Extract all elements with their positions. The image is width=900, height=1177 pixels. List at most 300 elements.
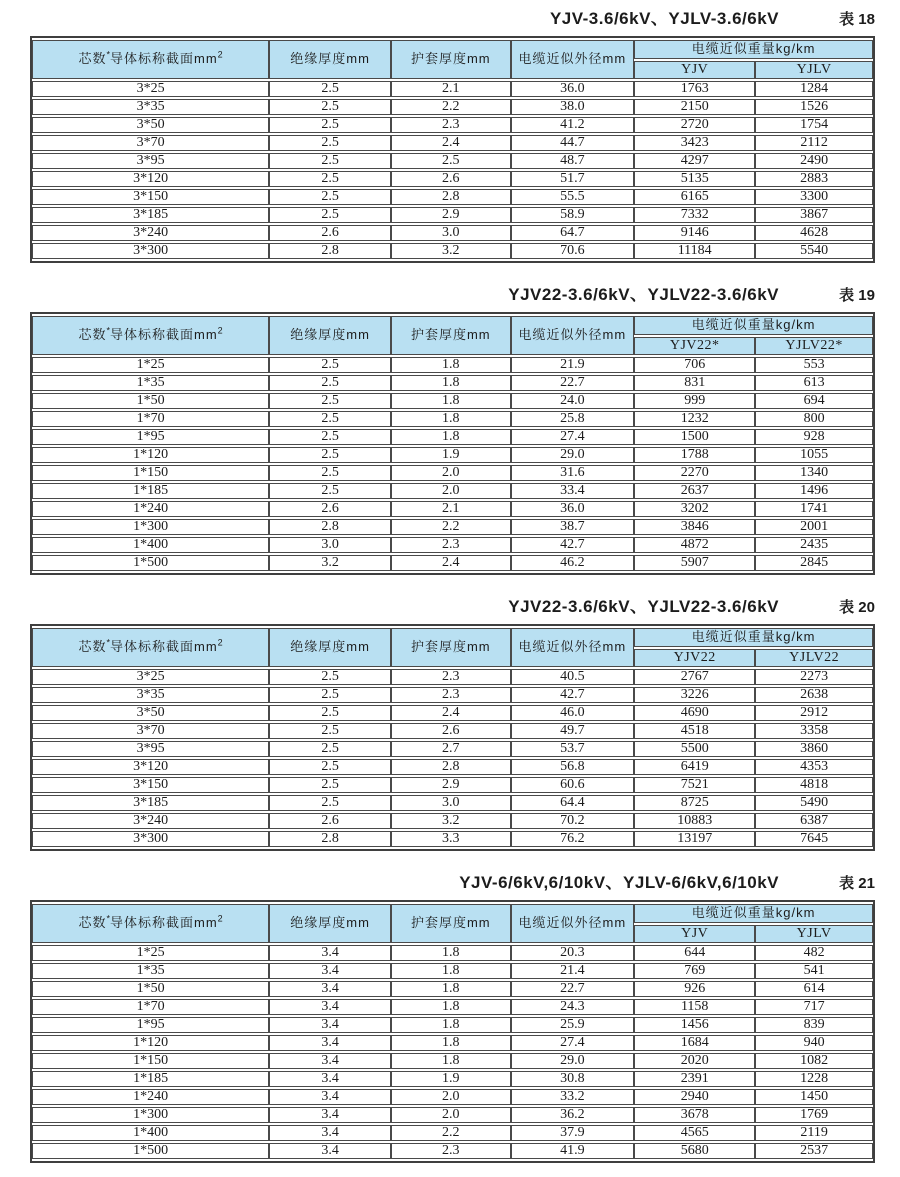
spec-cell: 37.9 bbox=[511, 1125, 635, 1141]
table-row bbox=[32, 375, 873, 391]
table-row bbox=[32, 465, 873, 481]
spec-cell: 3423 bbox=[634, 135, 755, 151]
header-insulation-thickness: 绝缘厚度mm bbox=[269, 316, 391, 355]
spec-cell: 1.8 bbox=[391, 429, 510, 445]
table-row bbox=[32, 519, 873, 535]
spec-cell: 3358 bbox=[755, 723, 873, 739]
table-row bbox=[32, 537, 873, 553]
spec-cell: 1.8 bbox=[391, 375, 510, 391]
spec-cell: 3846 bbox=[634, 519, 755, 535]
spec-cell: 2.5 bbox=[269, 759, 391, 775]
header-outer-diameter: 电缆近似外径mm bbox=[511, 40, 635, 79]
spec-cell: 2845 bbox=[755, 555, 873, 571]
spec-cell: 2.9 bbox=[391, 207, 510, 223]
spec-cell: 1055 bbox=[755, 447, 873, 463]
spec-cell: 55.5 bbox=[511, 189, 635, 205]
spec-cell: 3.4 bbox=[269, 1089, 391, 1105]
spec-cell: 13197 bbox=[634, 831, 755, 847]
spec-cell: 40.5 bbox=[511, 669, 635, 685]
spec-cell: 27.4 bbox=[511, 429, 635, 445]
spec-cell: 70.6 bbox=[511, 243, 635, 259]
table-row bbox=[32, 1071, 873, 1087]
spec-cell: 1450 bbox=[755, 1089, 873, 1105]
header-star-sup: * bbox=[106, 638, 110, 649]
spec-cell: 6387 bbox=[755, 813, 873, 829]
spec-cell: 1.8 bbox=[391, 981, 510, 997]
spec-cell: 1*120 bbox=[32, 447, 269, 463]
spec-cell: 2270 bbox=[634, 465, 755, 481]
spec-cell: 4565 bbox=[634, 1125, 755, 1141]
spec-cell: 3*25 bbox=[32, 669, 269, 685]
spec-cell: 1158 bbox=[634, 999, 755, 1015]
spec-cell: 1232 bbox=[634, 411, 755, 427]
spec-cell: 2.5 bbox=[269, 153, 391, 169]
spec-cell: 36.0 bbox=[511, 81, 635, 97]
spec-cell: 541 bbox=[755, 963, 873, 979]
spec-cell: 3*150 bbox=[32, 189, 269, 205]
spec-cell: 51.7 bbox=[511, 171, 635, 187]
table-row bbox=[32, 1089, 873, 1105]
header-section-text: 导体标称截面mm bbox=[110, 327, 218, 343]
spec-cell: 839 bbox=[755, 1017, 873, 1033]
header-core-cross-section bbox=[32, 316, 269, 355]
header-sheath-thickness: 护套厚度mm bbox=[391, 40, 510, 79]
spec-cell: 926 bbox=[634, 981, 755, 997]
spec-cell: 706 bbox=[634, 357, 755, 373]
spec-cell: 2940 bbox=[634, 1089, 755, 1105]
spec-cell: 2.5 bbox=[269, 357, 391, 373]
spec-cell: 3*35 bbox=[32, 687, 269, 703]
spec-cell: 3.4 bbox=[269, 1143, 391, 1159]
table-row bbox=[32, 723, 873, 739]
header-outer-diameter: 电缆近似外径mm bbox=[511, 904, 635, 943]
table-row bbox=[32, 705, 873, 721]
spec-cell: 613 bbox=[755, 375, 873, 391]
table-row bbox=[32, 99, 873, 115]
spec-cell: 3.3 bbox=[391, 831, 510, 847]
header-sheath-thickness: 护套厚度mm bbox=[391, 904, 510, 943]
header-sub-yjv22: YJV22* bbox=[634, 337, 755, 355]
spec-cell: 2435 bbox=[755, 537, 873, 553]
table-row bbox=[32, 207, 873, 223]
spec-cell: 38.7 bbox=[511, 519, 635, 535]
spec-cell: 3*35 bbox=[32, 99, 269, 115]
spec-cell: 2.5 bbox=[269, 723, 391, 739]
spec-cell: 3226 bbox=[634, 687, 755, 703]
spec-cell: 1*50 bbox=[32, 981, 269, 997]
header-weight-group: 电缆近似重量kg/km bbox=[634, 628, 873, 647]
spec-cell: 60.6 bbox=[511, 777, 635, 793]
spec-cell: 64.4 bbox=[511, 795, 635, 811]
header-section-text: 导体标称截面mm bbox=[110, 639, 218, 655]
table-number: 表 21 bbox=[839, 875, 875, 892]
spec-cell: 2.8 bbox=[391, 759, 510, 775]
table-number: 表 19 bbox=[839, 287, 875, 304]
spec-cell: 9146 bbox=[634, 225, 755, 241]
spec-cell: 482 bbox=[755, 945, 873, 961]
spec-cell: 1.8 bbox=[391, 945, 510, 961]
spec-cell: 1500 bbox=[634, 429, 755, 445]
spec-cell: 22.7 bbox=[511, 981, 635, 997]
spec-cell: 8725 bbox=[634, 795, 755, 811]
spec-cell: 2.5 bbox=[269, 411, 391, 427]
spec-cell: 2.6 bbox=[391, 723, 510, 739]
spec-cell: 3.4 bbox=[269, 963, 391, 979]
table-row bbox=[32, 1017, 873, 1033]
table-row bbox=[32, 135, 873, 151]
cable-spec-table-19 bbox=[30, 312, 875, 575]
spec-cell: 3*185 bbox=[32, 207, 269, 223]
spec-cell: 2.5 bbox=[269, 687, 391, 703]
spec-cell: 2112 bbox=[755, 135, 873, 151]
spec-cell: 2.4 bbox=[391, 705, 510, 721]
spec-cell: 4872 bbox=[634, 537, 755, 553]
spec-cell: 1754 bbox=[755, 117, 873, 133]
spec-cell: 2.4 bbox=[391, 135, 510, 151]
spec-cell: 1.8 bbox=[391, 411, 510, 427]
header-mm2-sup: 2 bbox=[217, 50, 223, 61]
spec-cell: 1788 bbox=[634, 447, 755, 463]
spec-cell: 1763 bbox=[634, 81, 755, 97]
spec-cell: 2.8 bbox=[269, 243, 391, 259]
table-18-body bbox=[32, 81, 873, 259]
table-row bbox=[32, 501, 873, 517]
spec-cell: 21.4 bbox=[511, 963, 635, 979]
table-21-caption bbox=[30, 868, 875, 893]
spec-cell: 2.6 bbox=[269, 501, 391, 517]
spec-cell: 25.9 bbox=[511, 1017, 635, 1033]
header-core-cross-section bbox=[32, 628, 269, 667]
spec-cell: 3.4 bbox=[269, 1071, 391, 1087]
spec-cell: 29.0 bbox=[511, 447, 635, 463]
header-weight-group: 电缆近似重量kg/km bbox=[634, 316, 873, 335]
spec-cell: 27.4 bbox=[511, 1035, 635, 1051]
spec-cell: 76.2 bbox=[511, 831, 635, 847]
spec-cell: 2.5 bbox=[269, 483, 391, 499]
spec-cell: 3.4 bbox=[269, 981, 391, 997]
spec-cell: 3.4 bbox=[269, 1107, 391, 1123]
spec-cell: 1*70 bbox=[32, 999, 269, 1015]
spec-cell: 44.7 bbox=[511, 135, 635, 151]
spec-cell: 3*25 bbox=[32, 81, 269, 97]
table-row bbox=[32, 759, 873, 775]
spec-cell: 2.3 bbox=[391, 537, 510, 553]
spec-cell: 1*500 bbox=[32, 555, 269, 571]
spec-cell: 2883 bbox=[755, 171, 873, 187]
spec-cell: 2.3 bbox=[391, 669, 510, 685]
spec-cell: 1*35 bbox=[32, 375, 269, 391]
header-sub-yjlv22: YJLV22 bbox=[755, 649, 873, 667]
table-row bbox=[32, 243, 873, 259]
spec-cell: 3.2 bbox=[269, 555, 391, 571]
table-row bbox=[32, 1035, 873, 1051]
spec-cell: 3.4 bbox=[269, 1053, 391, 1069]
spec-cell: 30.8 bbox=[511, 1071, 635, 1087]
spec-cell: 33.4 bbox=[511, 483, 635, 499]
table-row bbox=[32, 1125, 873, 1141]
header-core-cross-section bbox=[32, 904, 269, 943]
table-row bbox=[32, 945, 873, 961]
spec-cell: 999 bbox=[634, 393, 755, 409]
spec-cell: 1456 bbox=[634, 1017, 755, 1033]
spec-cell: 42.7 bbox=[511, 687, 635, 703]
spec-cell: 42.7 bbox=[511, 537, 635, 553]
spec-cell: 1*120 bbox=[32, 1035, 269, 1051]
table-row bbox=[32, 153, 873, 169]
spec-cell: 1*500 bbox=[32, 1143, 269, 1159]
spec-cell: 38.0 bbox=[511, 99, 635, 115]
spec-cell: 48.7 bbox=[511, 153, 635, 169]
cable-spec-table-20 bbox=[30, 624, 875, 851]
spec-cell: 3*95 bbox=[32, 741, 269, 757]
spec-cell: 49.7 bbox=[511, 723, 635, 739]
spec-cell: 3*70 bbox=[32, 723, 269, 739]
spec-cell: 2.3 bbox=[391, 117, 510, 133]
spec-cell: 11184 bbox=[634, 243, 755, 259]
header-mm2-sup: 2 bbox=[217, 638, 223, 649]
spec-cell: 694 bbox=[755, 393, 873, 409]
spec-cell: 1*400 bbox=[32, 537, 269, 553]
spec-cell: 2.0 bbox=[391, 1089, 510, 1105]
spec-cell: 2.5 bbox=[269, 669, 391, 685]
table-row bbox=[32, 393, 873, 409]
spec-cell: 1*300 bbox=[32, 519, 269, 535]
header-core-text: 芯数 bbox=[78, 915, 107, 931]
spec-cell: 2.5 bbox=[269, 795, 391, 811]
spec-cell: 2720 bbox=[634, 117, 755, 133]
spec-cell: 1*300 bbox=[32, 1107, 269, 1123]
spec-cell: 4297 bbox=[634, 153, 755, 169]
spec-cell: 5680 bbox=[634, 1143, 755, 1159]
spec-cell: 29.0 bbox=[511, 1053, 635, 1069]
spec-cell: 940 bbox=[755, 1035, 873, 1051]
header-outer-diameter: 电缆近似外径mm bbox=[511, 316, 635, 355]
spec-cell: 3202 bbox=[634, 501, 755, 517]
table-19-block bbox=[30, 280, 875, 575]
spec-cell: 1769 bbox=[755, 1107, 873, 1123]
spec-cell: 3*300 bbox=[32, 831, 269, 847]
spec-cell: 3*70 bbox=[32, 135, 269, 151]
spec-cell: 2001 bbox=[755, 519, 873, 535]
spec-cell: 36.0 bbox=[511, 501, 635, 517]
header-sub-yjlv: YJLV bbox=[755, 925, 873, 943]
spec-cell: 3*150 bbox=[32, 777, 269, 793]
spec-cell: 2.6 bbox=[269, 813, 391, 829]
spec-cell: 2.5 bbox=[269, 81, 391, 97]
spec-cell: 2.5 bbox=[269, 393, 391, 409]
table-row bbox=[32, 225, 873, 241]
spec-cell: 1*95 bbox=[32, 1017, 269, 1033]
spec-cell: 4518 bbox=[634, 723, 755, 739]
spec-cell: 2.5 bbox=[269, 171, 391, 187]
header-sub-yjlv22: YJLV22* bbox=[755, 337, 873, 355]
header-sub-yjv: YJV bbox=[634, 61, 755, 79]
spec-cell: 2.4 bbox=[391, 555, 510, 571]
spec-cell: 1*240 bbox=[32, 1089, 269, 1105]
table-row bbox=[32, 1053, 873, 1069]
spec-cell: 2.2 bbox=[391, 99, 510, 115]
spec-cell: 2.8 bbox=[269, 831, 391, 847]
spec-cell: 2.5 bbox=[269, 117, 391, 133]
spec-cell: 2.5 bbox=[269, 429, 391, 445]
table-number: 表 20 bbox=[839, 599, 875, 616]
spec-cell: 5490 bbox=[755, 795, 873, 811]
spec-cell: 3.4 bbox=[269, 1125, 391, 1141]
header-star-sup: * bbox=[106, 50, 110, 61]
header-core-text: 芯数 bbox=[78, 639, 107, 655]
header-star-sup: * bbox=[106, 914, 110, 925]
header-sub-yjlv: YJLV bbox=[755, 61, 873, 79]
spec-cell: 64.7 bbox=[511, 225, 635, 241]
table-row bbox=[32, 795, 873, 811]
spec-cell: 2.0 bbox=[391, 483, 510, 499]
spec-cell: 2490 bbox=[755, 153, 873, 169]
spec-cell: 46.2 bbox=[511, 555, 635, 571]
spec-cell: 5500 bbox=[634, 741, 755, 757]
spec-cell: 2.5 bbox=[269, 375, 391, 391]
spec-cell: 1340 bbox=[755, 465, 873, 481]
spec-cell: 3.4 bbox=[269, 999, 391, 1015]
spec-cell: 2.3 bbox=[391, 687, 510, 703]
header-outer-diameter: 电缆近似外径mm bbox=[511, 628, 635, 667]
spec-cell: 25.8 bbox=[511, 411, 635, 427]
table-row bbox=[32, 117, 873, 133]
spec-cell: 3*240 bbox=[32, 813, 269, 829]
spec-cell: 7521 bbox=[634, 777, 755, 793]
spec-cell: 1526 bbox=[755, 99, 873, 115]
table-18-block bbox=[30, 4, 875, 263]
spec-cell: 2150 bbox=[634, 99, 755, 115]
spec-cell: 1.9 bbox=[391, 1071, 510, 1087]
spec-cell: 2.5 bbox=[269, 135, 391, 151]
spec-cell: 1*95 bbox=[32, 429, 269, 445]
spec-cell: 644 bbox=[634, 945, 755, 961]
table-title: YJV-3.6/6kV、YJLV-3.6/6kV bbox=[549, 9, 779, 28]
table-row bbox=[32, 831, 873, 847]
spec-cell: 4628 bbox=[755, 225, 873, 241]
spec-cell: 3.0 bbox=[391, 225, 510, 241]
spec-cell: 2.5 bbox=[269, 189, 391, 205]
spec-cell: 1*185 bbox=[32, 1071, 269, 1087]
spec-cell: 2273 bbox=[755, 669, 873, 685]
table-title: YJV22-3.6/6kV、YJLV22-3.6/6kV bbox=[508, 285, 779, 304]
spec-cell: 31.6 bbox=[511, 465, 635, 481]
spec-cell: 46.0 bbox=[511, 705, 635, 721]
table-row bbox=[32, 555, 873, 571]
spec-cell: 3867 bbox=[755, 207, 873, 223]
spec-cell: 717 bbox=[755, 999, 873, 1015]
spec-cell: 2.5 bbox=[269, 447, 391, 463]
table-row bbox=[32, 1143, 873, 1159]
table-21-body bbox=[32, 945, 873, 1159]
spec-cell: 2.7 bbox=[391, 741, 510, 757]
header-insulation-thickness: 绝缘厚度mm bbox=[269, 628, 391, 667]
table-19-body bbox=[32, 357, 873, 571]
table-row bbox=[32, 669, 873, 685]
spec-cell: 1*150 bbox=[32, 1053, 269, 1069]
header-section-text: 导体标称截面mm bbox=[110, 51, 218, 67]
spec-cell: 1.8 bbox=[391, 357, 510, 373]
table-row bbox=[32, 981, 873, 997]
spec-cell: 24.0 bbox=[511, 393, 635, 409]
table-row bbox=[32, 447, 873, 463]
spec-cell: 1.8 bbox=[391, 1017, 510, 1033]
spec-cell: 2119 bbox=[755, 1125, 873, 1141]
header-sheath-thickness: 护套厚度mm bbox=[391, 316, 510, 355]
spec-cell: 24.3 bbox=[511, 999, 635, 1015]
header-core-text: 芯数 bbox=[78, 51, 107, 67]
header-weight-group: 电缆近似重量kg/km bbox=[634, 904, 873, 923]
spec-cell: 20.3 bbox=[511, 945, 635, 961]
header-section-text: 导体标称截面mm bbox=[110, 915, 218, 931]
table-row bbox=[32, 777, 873, 793]
spec-cell: 2.5 bbox=[269, 777, 391, 793]
spec-cell: 1.9 bbox=[391, 447, 510, 463]
spec-cell: 2.5 bbox=[269, 207, 391, 223]
table-row bbox=[32, 999, 873, 1015]
header-star-sup: * bbox=[106, 326, 110, 337]
header-core-text: 芯数 bbox=[78, 327, 107, 343]
spec-cell: 33.2 bbox=[511, 1089, 635, 1105]
spec-cell: 5135 bbox=[634, 171, 755, 187]
table-19-caption bbox=[30, 280, 875, 305]
spec-cell: 1*25 bbox=[32, 357, 269, 373]
spec-cell: 1.8 bbox=[391, 393, 510, 409]
spec-cell: 1.8 bbox=[391, 999, 510, 1015]
spec-cell: 1*400 bbox=[32, 1125, 269, 1141]
table-row bbox=[32, 687, 873, 703]
table-title: YJV-6/6kV,6/10kV、YJLV-6/6kV,6/10kV bbox=[459, 873, 779, 892]
spec-cell: 2.8 bbox=[269, 519, 391, 535]
spec-cell: 3.2 bbox=[391, 813, 510, 829]
table-row bbox=[32, 963, 873, 979]
header-insulation-thickness: 绝缘厚度mm bbox=[269, 40, 391, 79]
spec-cell: 4818 bbox=[755, 777, 873, 793]
spec-cell: 6419 bbox=[634, 759, 755, 775]
spec-cell: 1.8 bbox=[391, 1053, 510, 1069]
spec-cell: 2.9 bbox=[391, 777, 510, 793]
spec-cell: 22.7 bbox=[511, 375, 635, 391]
table-21-block bbox=[30, 868, 875, 1163]
spec-cell: 1496 bbox=[755, 483, 873, 499]
table-20-body bbox=[32, 669, 873, 847]
spec-cell: 2.0 bbox=[391, 465, 510, 481]
table-row bbox=[32, 813, 873, 829]
spec-cell: 3*300 bbox=[32, 243, 269, 259]
header-mm2-sup: 2 bbox=[217, 914, 223, 925]
table-row bbox=[32, 411, 873, 427]
spec-cell: 1*50 bbox=[32, 393, 269, 409]
spec-cell: 5907 bbox=[634, 555, 755, 571]
header-weight-group: 电缆近似重量kg/km bbox=[634, 40, 873, 59]
spec-cell: 41.2 bbox=[511, 117, 635, 133]
spec-cell: 3.0 bbox=[391, 795, 510, 811]
spec-cell: 2767 bbox=[634, 669, 755, 685]
spec-cell: 3.4 bbox=[269, 1035, 391, 1051]
spec-cell: 53.7 bbox=[511, 741, 635, 757]
spec-cell: 1*240 bbox=[32, 501, 269, 517]
header-sub-yjv22: YJV22 bbox=[634, 649, 755, 667]
spec-cell: 2.3 bbox=[391, 1143, 510, 1159]
header-mm2-sup: 2 bbox=[217, 326, 223, 337]
table-row bbox=[32, 171, 873, 187]
spec-cell: 1741 bbox=[755, 501, 873, 517]
spec-cell: 70.2 bbox=[511, 813, 635, 829]
header-sub-yjv: YJV bbox=[634, 925, 755, 943]
spec-cell: 1228 bbox=[755, 1071, 873, 1087]
spec-cell: 3.4 bbox=[269, 1017, 391, 1033]
table-number: 表 18 bbox=[839, 11, 875, 28]
